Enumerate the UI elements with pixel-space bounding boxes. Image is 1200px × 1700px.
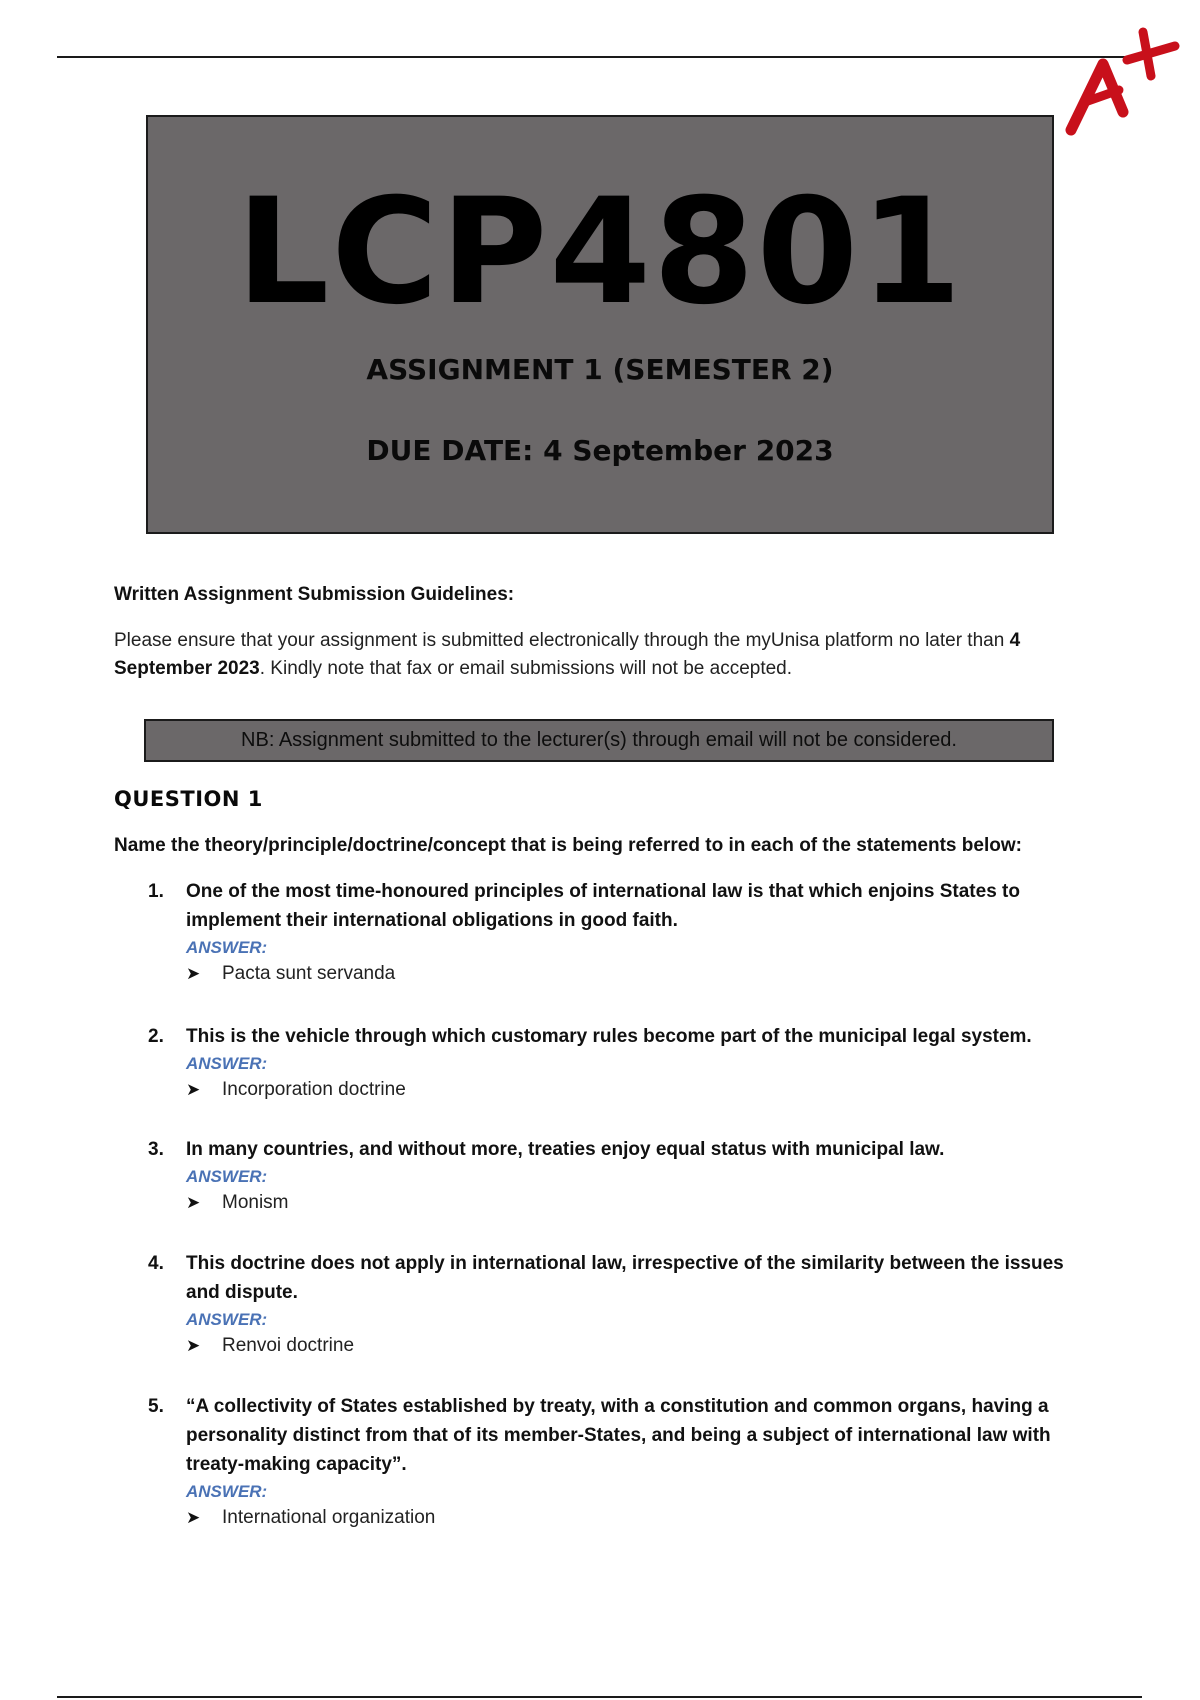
arrow-bullet-icon: ➤: [186, 1193, 201, 1212]
question-number: 4.: [148, 1253, 164, 1274]
arrow-bullet-icon: ➤: [186, 1080, 201, 1099]
assignment-title: ASSIGNMENT 1 (SEMESTER 2): [366, 353, 834, 386]
course-code: LCP4801: [236, 167, 964, 337]
question-text: One of the most time-honoured principles of international law is that which enjoins States to implement their international obligations in good faith.: [186, 881, 1020, 931]
guidelines-text-before: Please ensure that your assignment is submitted electronically through the myUnisa platform no later than: [114, 630, 1005, 651]
answer-label: ANSWER:: [186, 938, 268, 957]
due-date: DUE DATE: 4 September 2023: [366, 434, 834, 467]
arrow-bullet-icon: ➤: [186, 1336, 201, 1355]
question-text: This doctrine does not apply in international law, irrespective of the similarity between the issues and dispute.: [186, 1253, 1064, 1303]
guidelines-text-after: . Kindly note that fax or email submissions will not be accepted.: [259, 658, 793, 679]
grade-mark-a-plus-icon: [1065, 24, 1185, 144]
arrow-bullet-icon: ➤: [186, 964, 201, 983]
guidelines-heading: Written Assignment Submission Guidelines:: [114, 584, 515, 605]
question-text: “A collectivity of States established by treaty, with a constitution and common organs, having a personality distinct from that of its member-States, and being a subject of international law with treaty-making capacity”.: [186, 1396, 1051, 1475]
top-rule: [57, 56, 1147, 58]
question-text: In many countries, and without more, treaties enjoy equal status with municipal law.: [186, 1139, 945, 1160]
title-box: [146, 115, 1054, 534]
answer-row: [186, 1504, 1086, 1532]
answer-row: [186, 1076, 1086, 1104]
guidelines-text: [114, 627, 1094, 683]
guidelines-due-date: 4 September 2023: [114, 630, 1021, 679]
answer-row: [186, 1332, 1086, 1360]
answer-text: Incorporation doctrine: [222, 1079, 406, 1100]
question-number: 1.: [148, 881, 164, 902]
notice-box: [144, 719, 1054, 762]
answer-label: ANSWER:: [186, 1310, 268, 1329]
notice-text: NB: Assignment submitted to the lecturer(s) through email will not be considered.: [241, 729, 957, 751]
answer-row: [186, 960, 1086, 988]
answer-row: [186, 1189, 1086, 1217]
question-number: 2.: [148, 1026, 164, 1047]
question-instruction: Name the theory/principle/doctrine/concept that is being referred to in each of the statements below:: [114, 835, 1022, 856]
question-number: 5.: [148, 1396, 164, 1417]
answer-text: International organization: [222, 1507, 436, 1528]
answer-text: Pacta sunt servanda: [222, 963, 396, 984]
answer-text: Renvoi doctrine: [222, 1335, 355, 1356]
answer-label: ANSWER:: [186, 1482, 268, 1501]
answer-text: Monism: [222, 1192, 289, 1213]
question-heading: QUESTION 1: [114, 787, 263, 811]
answer-label: ANSWER:: [186, 1167, 268, 1186]
answer-label: ANSWER:: [186, 1054, 268, 1073]
arrow-bullet-icon: ➤: [186, 1508, 201, 1527]
question-number: 3.: [148, 1139, 164, 1160]
bottom-rule: [57, 1696, 1142, 1698]
question-text: This is the vehicle through which customary rules become part of the municipal legal system.: [186, 1026, 1032, 1047]
